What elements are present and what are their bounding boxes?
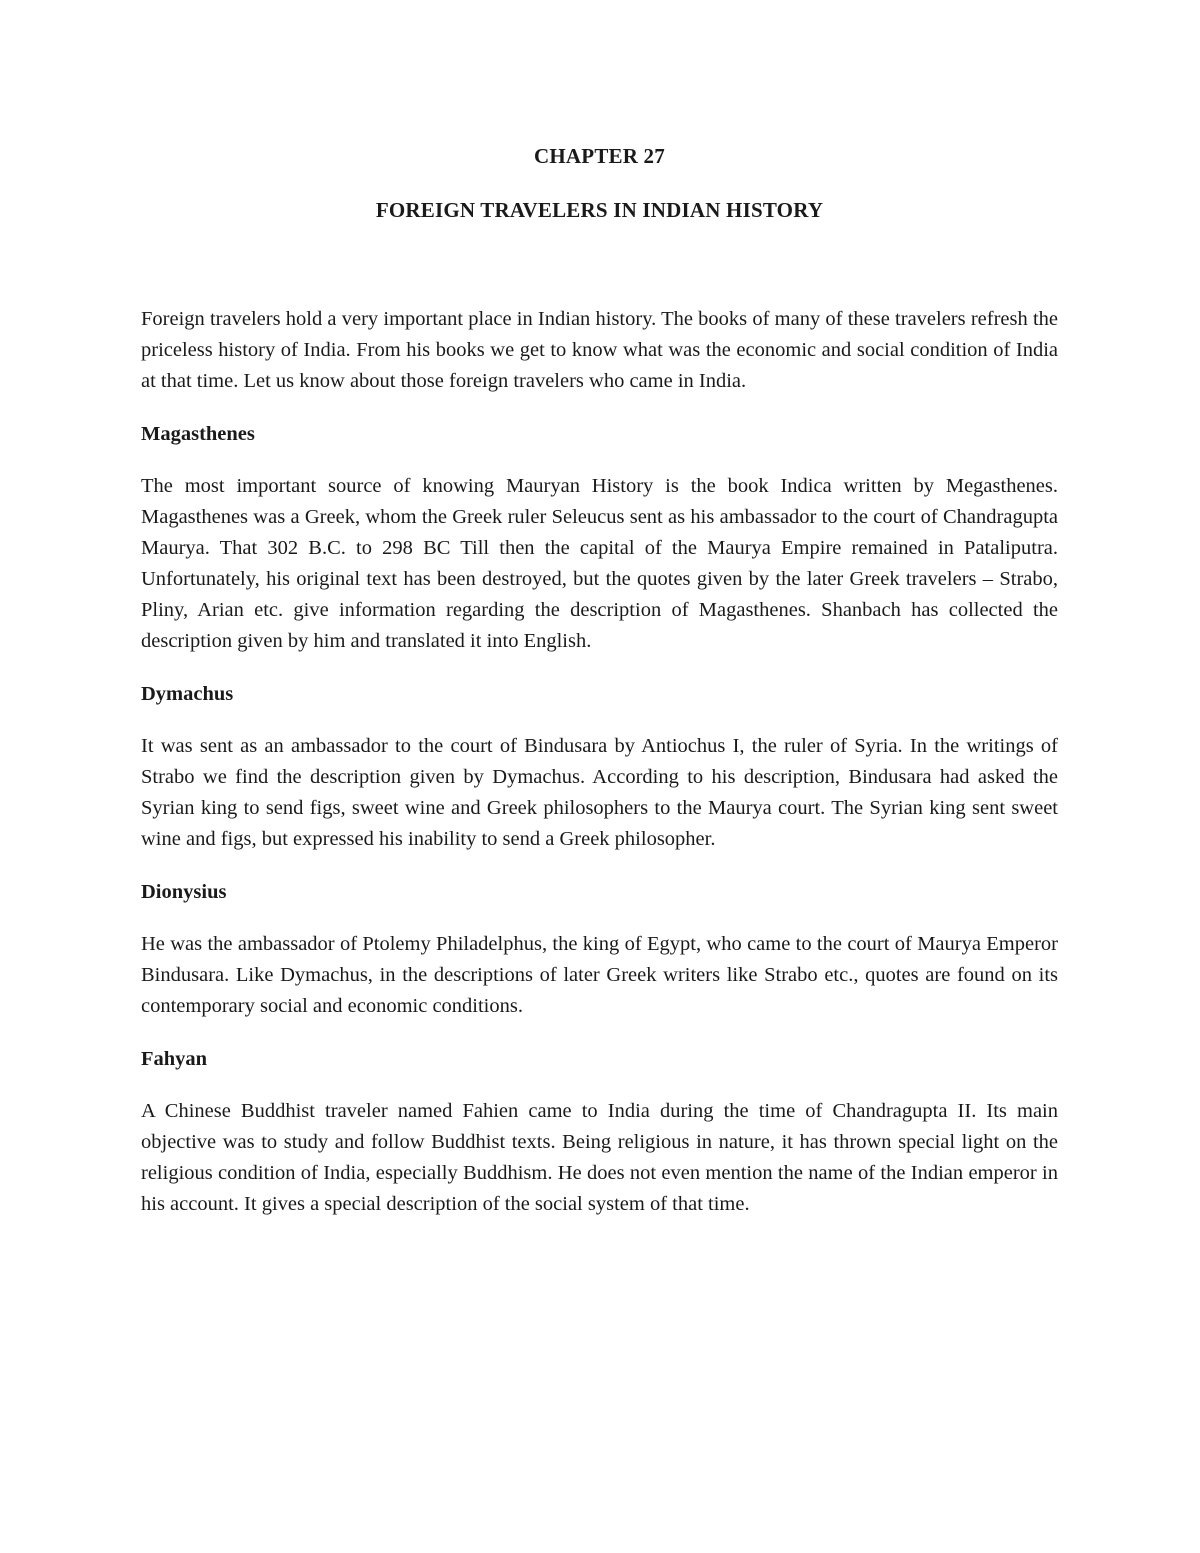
intro-paragraph: Foreign travelers hold a very important place in Indian history. The books of many of these travelers refresh the priceless history of India. From his books we get to know what was the economic and social condition of India at that time. Let us know about those foreign travelers who came in India. [141, 308, 1058, 392]
section-magasthenes [141, 419, 1058, 657]
section-paragraph: A Chinese Buddhist traveler named Fahien came to India during the time of Chandragupta II. Its main objective was to study and follow Buddhist texts. Being religious in nature, it has thrown special light on the religious condition of India, especially Buddhism. He does not even mention the name of the Indian emperor in his account. It gives a special description of the social system of that time. [141, 1100, 1058, 1215]
section-heading: Dymachus [141, 683, 234, 705]
intro-section [141, 304, 1058, 397]
document-page [141, 140, 1058, 1220]
chapter-title: FOREIGN TRAVELERS IN INDIAN HISTORY [375, 198, 824, 222]
section-heading: Magasthenes [141, 423, 255, 445]
section-paragraph: It was sent as an ambassador to the court of Bindusara by Antiochus I, the ruler of Syria. In the writings of Strabo we find the description given by Dymachus. According to his description, Bindusara had asked the Syrian king to send figs, sweet wine and Greek philosophers to the Maurya court. The Syrian king sent sweet wine and figs, but expressed his inability to send a Greek philosopher. [141, 735, 1058, 850]
chapter-number: CHAPTER 27 [534, 144, 665, 168]
section-heading: Dionysius [141, 881, 227, 903]
section-paragraph: The most important source of knowing Mauryan History is the book Indica written by Megasthenes. Magasthenes was a Greek, whom the Greek ruler Seleucus sent as his ambassador to the court of Chandragupta Maurya. That 302 B.C. to 298 BC Till then the capital of the Maurya Empire remained in Pataliputra. Unfortunately, his original text has been destroyed, but the quotes given by the later Greek travelers – Strabo, Pliny, Arian etc. give information regarding the description of Magasthenes. Shanbach has collected the description given by him and translated it into English. [141, 475, 1058, 652]
section-fahyan [141, 1044, 1058, 1220]
section-heading: Fahyan [141, 1048, 208, 1070]
section-paragraph: He was the ambassador of Ptolemy Philadelphus, the king of Egypt, who came to the court of Maurya Emperor Bindusara. Like Dymachus, in the descriptions of later Greek writers like Strabo etc., quotes are found on its contemporary social and economic conditions. [141, 933, 1058, 1017]
section-dionysius [141, 877, 1058, 1022]
section-dymachus [141, 679, 1058, 855]
